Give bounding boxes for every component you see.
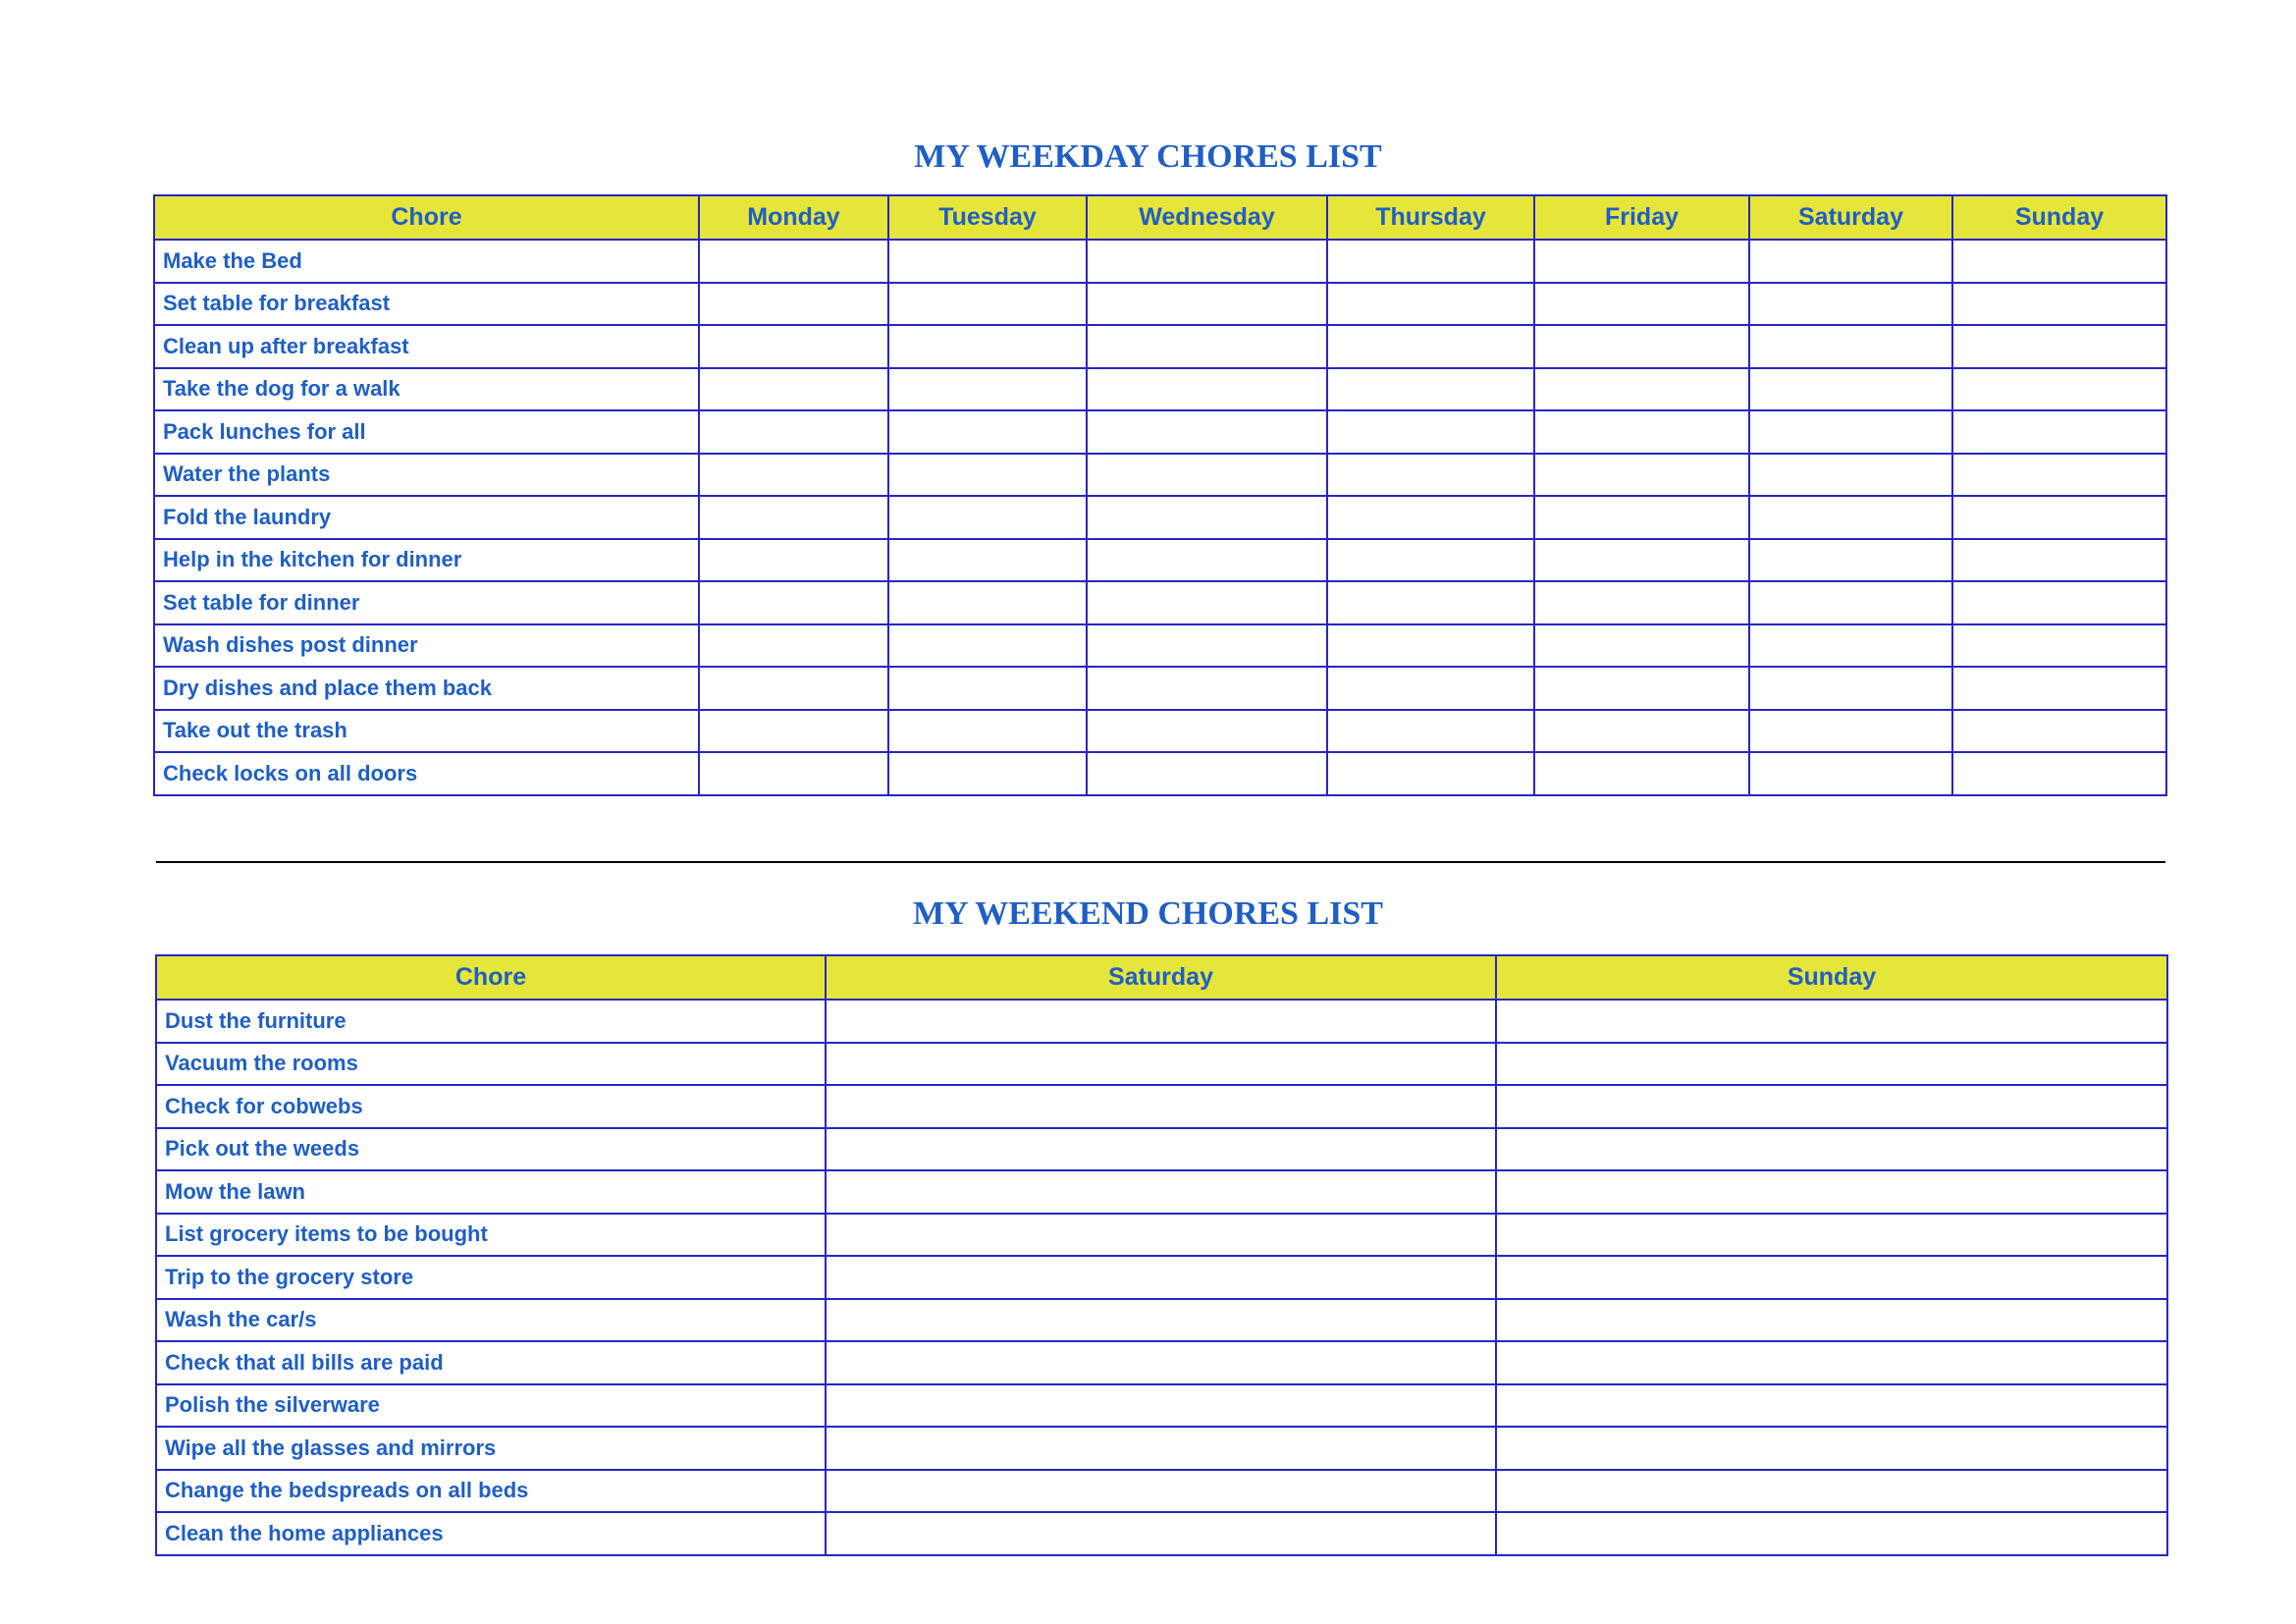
check-cell-tuesday[interactable]: [888, 368, 1087, 411]
check-cell-friday[interactable]: [1534, 624, 1749, 668]
chore-name: Set table for dinner: [154, 581, 699, 624]
check-cell-saturday[interactable]: [826, 1085, 1496, 1128]
check-cell-friday[interactable]: [1534, 710, 1749, 753]
table-row: [156, 1384, 2167, 1428]
check-cell-sunday[interactable]: [1952, 368, 2166, 411]
check-cell-sunday[interactable]: [1496, 1128, 2167, 1171]
check-cell-tuesday[interactable]: [888, 667, 1087, 710]
check-cell-monday[interactable]: [699, 539, 888, 582]
weekend-title: MY WEEKEND CHORES LIST: [913, 895, 1383, 932]
chore-name: Clean up after breakfast: [154, 325, 699, 368]
table-row: [156, 1470, 2167, 1513]
check-cell-friday[interactable]: [1534, 283, 1749, 326]
check-cell-sunday[interactable]: [1952, 496, 2166, 539]
check-cell-friday[interactable]: [1534, 581, 1749, 624]
check-cell-saturday[interactable]: [1749, 410, 1952, 454]
check-cell-wednesday[interactable]: [1087, 368, 1327, 411]
check-cell-tuesday[interactable]: [888, 240, 1087, 283]
check-cell-tuesday[interactable]: [888, 496, 1087, 539]
check-cell-tuesday[interactable]: [888, 710, 1087, 753]
weekday-header-chore: Chore: [154, 195, 699, 240]
check-cell-sunday[interactable]: [1952, 581, 2166, 624]
table-row: [156, 1214, 2167, 1257]
check-cell-tuesday[interactable]: [888, 410, 1087, 454]
check-cell-friday[interactable]: [1534, 667, 1749, 710]
check-cell-friday[interactable]: [1534, 496, 1749, 539]
check-cell-tuesday[interactable]: [888, 752, 1087, 795]
weekday-header-thursday: Thursday: [1327, 195, 1534, 240]
check-cell-thursday[interactable]: [1327, 496, 1534, 539]
check-cell-tuesday[interactable]: [888, 454, 1087, 497]
table-row: [154, 368, 2166, 411]
check-cell-friday[interactable]: [1534, 454, 1749, 497]
table-row: [154, 667, 2166, 710]
check-cell-wednesday[interactable]: [1087, 624, 1327, 668]
check-cell-saturday[interactable]: [826, 1427, 1496, 1470]
table-row: [154, 410, 2166, 454]
chore-name: Fold the laundry: [154, 496, 699, 539]
check-cell-sunday[interactable]: [1496, 1341, 2167, 1384]
chore-name: Dust the furniture: [156, 1000, 826, 1043]
weekend-header-chore: Chore: [156, 955, 826, 1000]
chore-name: Vacuum the rooms: [156, 1043, 826, 1086]
check-cell-saturday[interactable]: [826, 1214, 1496, 1257]
chore-name: Check locks on all doors: [154, 752, 699, 795]
table-row: [154, 240, 2166, 283]
weekday-header-wednesday: Wednesday: [1087, 195, 1327, 240]
section-divider: [156, 861, 2165, 863]
weekday-header-row: [154, 195, 2166, 240]
check-cell-saturday[interactable]: [826, 1000, 1496, 1043]
chore-name: Pack lunches for all: [154, 410, 699, 454]
weekday-header-friday: Friday: [1534, 195, 1749, 240]
check-cell-wednesday[interactable]: [1087, 410, 1327, 454]
weekday-header-saturday: Saturday: [1749, 195, 1952, 240]
chore-name: Polish the silverware: [156, 1384, 826, 1428]
check-cell-wednesday[interactable]: [1087, 752, 1327, 795]
check-cell-thursday[interactable]: [1327, 325, 1534, 368]
check-cell-monday[interactable]: [699, 454, 888, 497]
check-cell-sunday[interactable]: [1496, 1427, 2167, 1470]
check-cell-thursday[interactable]: [1327, 624, 1534, 668]
table-row: [156, 1299, 2167, 1342]
table-row: [154, 496, 2166, 539]
table-row: [156, 1043, 2167, 1086]
chore-name: Trip to the grocery store: [156, 1256, 826, 1299]
check-cell-saturday[interactable]: [826, 1170, 1496, 1214]
check-cell-saturday[interactable]: [1749, 667, 1952, 710]
table-row: [156, 1170, 2167, 1214]
chore-name: Make the Bed: [154, 240, 699, 283]
check-cell-saturday[interactable]: [1749, 240, 1952, 283]
check-cell-saturday[interactable]: [1749, 368, 1952, 411]
check-cell-sunday[interactable]: [1496, 1256, 2167, 1299]
table-row: [154, 581, 2166, 624]
check-cell-thursday[interactable]: [1327, 539, 1534, 582]
check-cell-saturday[interactable]: [826, 1384, 1496, 1428]
check-cell-tuesday[interactable]: [888, 581, 1087, 624]
check-cell-wednesday[interactable]: [1087, 454, 1327, 497]
table-row: [156, 1512, 2167, 1555]
check-cell-wednesday[interactable]: [1087, 667, 1327, 710]
check-cell-thursday[interactable]: [1327, 710, 1534, 753]
chore-name: Clean the home appliances: [156, 1512, 826, 1555]
check-cell-sunday[interactable]: [1496, 1000, 2167, 1043]
table-row: [156, 1341, 2167, 1384]
check-cell-thursday[interactable]: [1327, 454, 1534, 497]
check-cell-monday[interactable]: [699, 496, 888, 539]
weekend-header-row: [156, 955, 2167, 1000]
check-cell-sunday[interactable]: [1952, 710, 2166, 753]
check-cell-sunday[interactable]: [1952, 539, 2166, 582]
check-cell-friday[interactable]: [1534, 240, 1749, 283]
check-cell-wednesday[interactable]: [1087, 283, 1327, 326]
check-cell-wednesday[interactable]: [1087, 496, 1327, 539]
check-cell-sunday[interactable]: [1952, 624, 2166, 668]
chore-name: Wipe all the glasses and mirrors: [156, 1427, 826, 1470]
check-cell-saturday[interactable]: [1749, 710, 1952, 753]
check-cell-thursday[interactable]: [1327, 752, 1534, 795]
weekend-chores-table: [155, 954, 2168, 1556]
check-cell-sunday[interactable]: [1496, 1384, 2167, 1428]
check-cell-wednesday[interactable]: [1087, 710, 1327, 753]
chore-name: Help in the kitchen for dinner: [154, 539, 699, 582]
table-row: [156, 1427, 2167, 1470]
check-cell-saturday[interactable]: [1749, 454, 1952, 497]
weekday-header-tuesday: Tuesday: [888, 195, 1087, 240]
check-cell-monday[interactable]: [699, 581, 888, 624]
weekend-header-sunday: Sunday: [1496, 955, 2167, 1000]
table-row: [156, 1128, 2167, 1171]
chore-name: Check for cobwebs: [156, 1085, 826, 1128]
check-cell-sunday[interactable]: [1496, 1043, 2167, 1086]
check-cell-saturday[interactable]: [826, 1470, 1496, 1513]
weekday-header-sunday: Sunday: [1952, 195, 2166, 240]
check-cell-sunday[interactable]: [1952, 667, 2166, 710]
chore-name: Dry dishes and place them back: [154, 667, 699, 710]
check-cell-tuesday[interactable]: [888, 283, 1087, 326]
table-row: [154, 539, 2166, 582]
weekend-header-saturday: Saturday: [826, 955, 1496, 1000]
check-cell-thursday[interactable]: [1327, 368, 1534, 411]
chore-name: List grocery items to be bought: [156, 1214, 826, 1257]
table-row: [154, 454, 2166, 497]
table-row: [154, 325, 2166, 368]
check-cell-monday[interactable]: [699, 240, 888, 283]
check-cell-friday[interactable]: [1534, 325, 1749, 368]
check-cell-monday[interactable]: [699, 752, 888, 795]
check-cell-sunday[interactable]: [1496, 1085, 2167, 1128]
check-cell-thursday[interactable]: [1327, 240, 1534, 283]
check-cell-sunday[interactable]: [1952, 240, 2166, 283]
check-cell-sunday[interactable]: [1952, 410, 2166, 454]
check-cell-saturday[interactable]: [1749, 581, 1952, 624]
check-cell-friday[interactable]: [1534, 539, 1749, 582]
chore-name: Wash dishes post dinner: [154, 624, 699, 668]
check-cell-saturday[interactable]: [1749, 496, 1952, 539]
check-cell-sunday[interactable]: [1952, 325, 2166, 368]
check-cell-sunday[interactable]: [1496, 1214, 2167, 1257]
table-row: [154, 710, 2166, 753]
check-cell-saturday[interactable]: [1749, 325, 1952, 368]
table-row: [154, 283, 2166, 326]
check-cell-wednesday[interactable]: [1087, 539, 1327, 582]
check-cell-wednesday[interactable]: [1087, 240, 1327, 283]
check-cell-saturday[interactable]: [1749, 539, 1952, 582]
check-cell-thursday[interactable]: [1327, 581, 1534, 624]
chore-name: Water the plants: [154, 454, 699, 497]
check-cell-saturday[interactable]: [826, 1043, 1496, 1086]
check-cell-sunday[interactable]: [1496, 1512, 2167, 1555]
check-cell-monday[interactable]: [699, 667, 888, 710]
check-cell-sunday[interactable]: [1952, 454, 2166, 497]
check-cell-sunday[interactable]: [1496, 1299, 2167, 1342]
check-cell-friday[interactable]: [1534, 410, 1749, 454]
chore-name: Take the dog for a walk: [154, 368, 699, 411]
check-cell-saturday[interactable]: [826, 1128, 1496, 1171]
chore-name: Change the bedspreads on all beds: [156, 1470, 826, 1513]
check-cell-friday[interactable]: [1534, 752, 1749, 795]
check-cell-saturday[interactable]: [826, 1256, 1496, 1299]
weekday-chores-table: [153, 194, 2167, 796]
check-cell-wednesday[interactable]: [1087, 325, 1327, 368]
table-row: [154, 624, 2166, 668]
check-cell-tuesday[interactable]: [888, 624, 1087, 668]
check-cell-friday[interactable]: [1534, 368, 1749, 411]
check-cell-monday[interactable]: [699, 368, 888, 411]
check-cell-tuesday[interactable]: [888, 539, 1087, 582]
chore-name: Mow the lawn: [156, 1170, 826, 1214]
check-cell-saturday[interactable]: [1749, 752, 1952, 795]
check-cell-sunday[interactable]: [1496, 1470, 2167, 1513]
weekday-header-monday: Monday: [699, 195, 888, 240]
check-cell-monday[interactable]: [699, 410, 888, 454]
weekday-title: MY WEEKDAY CHORES LIST: [914, 138, 1382, 175]
check-cell-sunday[interactable]: [1496, 1170, 2167, 1214]
check-cell-sunday[interactable]: [1952, 283, 2166, 326]
check-cell-wednesday[interactable]: [1087, 581, 1327, 624]
check-cell-monday[interactable]: [699, 710, 888, 753]
check-cell-monday[interactable]: [699, 325, 888, 368]
check-cell-tuesday[interactable]: [888, 325, 1087, 368]
check-cell-sunday[interactable]: [1952, 752, 2166, 795]
check-cell-saturday[interactable]: [1749, 283, 1952, 326]
check-cell-saturday[interactable]: [826, 1299, 1496, 1342]
check-cell-saturday[interactable]: [826, 1341, 1496, 1384]
chore-name: Set table for breakfast: [154, 283, 699, 326]
check-cell-saturday[interactable]: [1749, 624, 1952, 668]
chore-name: Take out the trash: [154, 710, 699, 753]
check-cell-thursday[interactable]: [1327, 410, 1534, 454]
check-cell-thursday[interactable]: [1327, 283, 1534, 326]
table-row: [156, 1085, 2167, 1128]
check-cell-monday[interactable]: [699, 624, 888, 668]
table-row: [154, 752, 2166, 795]
chore-name: Check that all bills are paid: [156, 1341, 826, 1384]
table-row: [156, 1000, 2167, 1043]
check-cell-monday[interactable]: [699, 283, 888, 326]
check-cell-saturday[interactable]: [826, 1512, 1496, 1555]
check-cell-thursday[interactable]: [1327, 667, 1534, 710]
chore-name: Pick out the weeds: [156, 1128, 826, 1171]
table-row: [156, 1256, 2167, 1299]
chore-name: Wash the car/s: [156, 1299, 826, 1342]
